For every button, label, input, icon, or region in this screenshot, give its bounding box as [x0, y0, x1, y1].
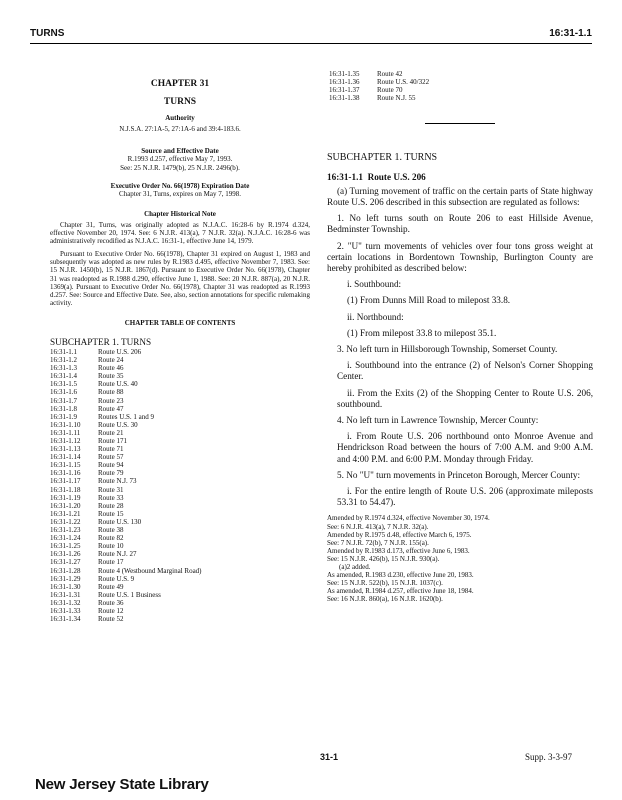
- toc-section-number: 16:31-1.10: [50, 420, 81, 429]
- toc-section-title: Route 71: [98, 445, 124, 454]
- toc-row: [329, 86, 593, 94]
- toc-section-title: Route 70: [377, 86, 403, 95]
- amendment-history: [327, 514, 593, 603]
- toc-row: [50, 550, 310, 558]
- authority-heading: Authority: [165, 114, 195, 123]
- toc-section-number: 16:31-1.14: [50, 453, 81, 462]
- right-column: [327, 70, 593, 603]
- toc-row: [50, 599, 310, 607]
- header-rule: [30, 43, 592, 44]
- toc-section-number: 16:31-1.13: [50, 445, 81, 454]
- toc-section-number: 16:31-1.20: [50, 501, 81, 510]
- toc-row: [50, 388, 310, 396]
- history-line: As amended, R.1984 d.257, effective June 18, 1984.: [327, 587, 474, 596]
- toc-section-number: 16:31-1.1: [50, 347, 78, 356]
- toc-section-number: 16:31-1.15: [50, 461, 81, 470]
- toc-section-number: 16:31-1.3: [50, 364, 78, 373]
- history-paragraph: Pursuant to Executive Order No. 66(1978), Chapter 31 expired on August 1, 1983 and subsequently was adopted as new rules by R.1983 d.495, effective November 7, 1983. See: 15 N.J.R. 1450(b), 15 N.J.R. 1867(d). Pursuant to Executive Order No. 66(1978), Chapter 31 was readopted as R.1988 d.290, effective June 1, 1988. See: 20 N.J.R. 887(a), 20 N.J.R. 1369(a). Pursuant to Executive Order No. 66(1978), Chapter 31 was readopted as R.1993 d.257. See: Source and Effective Date. See, also, section annotations for specific rulemaking activity.: [50, 250, 310, 307]
- toc-section-number: 16:31-1.16: [50, 469, 81, 478]
- history-line: Amended by R.1983 d.173, effective June 6, 1983.: [327, 546, 470, 555]
- toc-section-number: 16:31-1.34: [50, 615, 81, 624]
- toc-section-number: 16:31-1.11: [50, 428, 81, 437]
- history-paragraph: Chapter 31, Turns, was originally adopted as N.J.A.C. 16:28-6 by R.1974 d.324, effective November 20, 1974. See: 6 N.J.R. 413(a), 7 N.J.R. 32(a). N.J.A.C. 16:28-6 was administratively recodified as N.J.A.C. 16:31-1, effective June 14, 1979.: [50, 220, 310, 246]
- history-line: See: 7 N.J.R. 72(b), 7 N.J.R. 155(a).: [327, 538, 429, 547]
- history-line: See: 16 N.J.R. 860(a), 16 N.J.R. 1620(b).: [327, 595, 443, 604]
- toc-section-title: Route U.S. 130: [98, 517, 142, 526]
- toc-section-title: Route 15: [98, 509, 124, 518]
- para-2-i: i. Southbound:: [347, 279, 402, 290]
- subchapter-heading: SUBCHAPTER 1. TURNS: [327, 152, 438, 164]
- toc-row: [50, 461, 310, 469]
- toc-section-title: Route U.S. 40/322: [377, 78, 430, 87]
- toc-row: [50, 542, 310, 550]
- toc-section-title: Route U.S. 9: [98, 574, 135, 583]
- toc-row: [50, 526, 310, 534]
- toc-heading: CHAPTER TABLE OF CONTENTS: [124, 318, 236, 327]
- toc-section-title: Route 35: [98, 372, 124, 381]
- library-watermark: New Jersey State Library: [35, 776, 209, 793]
- section-title: Route U.S. 206: [367, 171, 426, 182]
- history-line: Amended by R.1975 d.48, effective March 6, 1975.: [327, 530, 472, 539]
- toc-section-title: Route 88: [98, 388, 124, 397]
- history-line: As amended, R.1983 d.230, effective June 20, 1983.: [327, 571, 474, 580]
- toc-section-title: Route 171: [98, 437, 127, 445]
- para-4-i: i. From Route U.S. 206 northbound onto Monroe Avenue and Hendrickson Road between the hours of 7:00 A.M. and 9:00 A.M. and 4:00 P.M. and 6:00 P.M. Monday through Friday.: [337, 431, 593, 464]
- toc-section-title: Route N.J. 27: [98, 550, 137, 559]
- toc-row: [50, 502, 310, 510]
- toc-section-title: Route 57: [98, 453, 124, 462]
- source-line: R.1993 d.257, effective May 7, 1993.: [127, 155, 233, 164]
- source-heading: Source and Effective Date: [141, 147, 219, 156]
- toc-section-title: Routes U.S. 1 and 9: [98, 412, 154, 421]
- toc-section-number: 16:31-1.12: [50, 437, 81, 445]
- toc-row: [329, 94, 593, 102]
- para-5-i: i. For the entire length of Route U.S. 206 (approximate mileposts 53.31 to 54.47).: [337, 486, 593, 508]
- toc-section-title: Route 21: [98, 428, 124, 437]
- para-3: 3. No left turn in Hillsborough Township, Somerset County.: [337, 344, 558, 355]
- toc-section-number: 16:31-1.26: [50, 550, 81, 559]
- toc-row: [50, 477, 310, 485]
- para-3-ii: ii. From the Exits (2) of the Shopping Center to Route U.S. 206, southbound.: [337, 387, 593, 409]
- toc-row: [50, 494, 310, 502]
- toc-section-number: 16:31-1.28: [50, 566, 81, 575]
- toc-row: [50, 397, 310, 405]
- toc-section-title: Route 38: [98, 526, 124, 535]
- toc-section-number: 16:31-1.19: [50, 493, 81, 502]
- toc-section-number: 16:31-1.23: [50, 526, 81, 535]
- toc-subchapter: SUBCHAPTER 1. TURNS: [50, 336, 152, 347]
- para-1: 1. No left turns south on Route 206 to east Hillside Avenue, Bedminster Township.: [327, 213, 593, 235]
- toc-row: [50, 356, 310, 364]
- toc-section-title: Route 28: [98, 501, 124, 510]
- history-line: Amended by R.1974 d.324, effective November 30, 1974.: [327, 514, 490, 523]
- toc-row: [50, 575, 310, 583]
- toc-section-title: Route U.S. 206: [98, 347, 142, 356]
- source-line: See: 25 N.J.R. 1479(b), 25 N.J.R. 2496(b).: [120, 163, 240, 172]
- toc-row: [50, 413, 310, 421]
- para-2-ii-1: (1) From milepost 33.8 to milepost 35.1.: [347, 327, 497, 338]
- para-2-ii: ii. Northbound:: [347, 311, 404, 322]
- toc-section-number: 16:31-1.17: [50, 477, 81, 486]
- toc-section-number: 16:31-1.18: [50, 485, 81, 494]
- toc-row: [50, 510, 310, 518]
- toc-row: [50, 445, 310, 453]
- toc-section-number: 16:31-1.24: [50, 534, 81, 543]
- toc-list: [50, 348, 310, 623]
- toc-section-title: Route 47: [98, 404, 124, 413]
- toc-section-number: 16:31-1.30: [50, 582, 81, 591]
- toc-row: [329, 78, 593, 86]
- toc-row: [50, 469, 310, 477]
- toc-section-number: 16:31-1.2: [50, 356, 78, 365]
- toc-section-title: Route 10: [98, 542, 124, 551]
- history-heading: Chapter Historical Note: [144, 209, 216, 218]
- para-3-i: i. Southbound into the entrance (2) of Nelson's Corner Shopping Center.: [337, 360, 593, 382]
- toc-section-number: 16:31-1.21: [50, 509, 81, 518]
- history-line: (a)2 added.: [339, 563, 371, 572]
- toc-list-continued: [329, 70, 593, 102]
- toc-section-number: 16:31-1.22: [50, 517, 81, 526]
- toc-section-title: Route U.S. 30: [98, 420, 138, 429]
- toc-section-title: Route 36: [98, 598, 124, 607]
- toc-section-number: 16:31-1.25: [50, 542, 81, 551]
- toc-section-number: 16:31-1.9: [50, 412, 78, 421]
- toc-section-title: Route 94: [98, 461, 124, 470]
- toc-row: [329, 70, 593, 78]
- toc-section-title: Route 82: [98, 534, 124, 543]
- section-divider: [425, 123, 495, 124]
- toc-row: [50, 558, 310, 566]
- para-4: 4. No left turn in Lawrence Township, Mercer County:: [337, 415, 539, 426]
- toc-row: [50, 615, 310, 623]
- toc-section-title: Route 79: [98, 469, 124, 478]
- toc-row: [50, 380, 310, 388]
- toc-section-number: 16:31-1.35: [329, 70, 360, 78]
- toc-section-title: Route N.J. 73: [98, 477, 137, 486]
- header-left: TURNS: [30, 28, 65, 39]
- eo-heading: Executive Order No. 66(1978) Expiration Date: [110, 181, 250, 190]
- toc-section-title: Route 12: [98, 606, 124, 615]
- chapter-number: CHAPTER 31: [150, 79, 210, 89]
- toc-row: [50, 518, 310, 526]
- chapter-title: TURNS: [163, 97, 197, 108]
- toc-section-title: Route 4 (Westbound Marginal Road): [98, 566, 202, 575]
- toc-section-title: Route 31: [98, 485, 124, 494]
- history-line: See: 15 N.J.R. 522(b), 15 N.J.R. 1037(c).: [327, 579, 443, 588]
- toc-section-title: Route 17: [98, 558, 124, 567]
- toc-section-number: 16:31-1.4: [50, 372, 78, 381]
- toc-section-title: Route U.S. 1 Business: [98, 590, 161, 599]
- toc-row: [50, 486, 310, 494]
- toc-section-number: 16:31-1.36: [329, 78, 360, 87]
- toc-section-title: Route U.S. 40: [98, 380, 138, 389]
- para-2: 2. "U" turn movements of vehicles over four tons gross weight at certain locations in Bordentown Township, Burlington County are hereby prohibited as described below:: [327, 240, 593, 273]
- toc-section-number: 16:31-1.8: [50, 404, 78, 413]
- toc-row: [50, 607, 310, 615]
- toc-row: [50, 437, 310, 445]
- section-number: 16:31-1.1: [327, 171, 363, 182]
- para-a: (a) Turning movement of traffic on the certain parts of State highway Route U.S. 206 described in this subsection are regulated as follows:: [327, 185, 593, 207]
- toc-section-number: 16:31-1.38: [329, 94, 360, 103]
- toc-section-number: 16:31-1.29: [50, 574, 81, 583]
- toc-row: [50, 583, 310, 591]
- page-number: 31-1: [320, 752, 339, 762]
- toc-row: [50, 453, 310, 461]
- toc-section-number: 16:31-1.33: [50, 606, 81, 615]
- toc-row: [50, 429, 310, 437]
- toc-section-number: 16:31-1.5: [50, 380, 78, 389]
- supplement-date: Supp. 3-3-97: [525, 752, 572, 762]
- toc-row: [50, 364, 310, 372]
- left-column: [50, 70, 310, 623]
- toc-row: [50, 421, 310, 429]
- para-2-i-1: (1) From Dunns Mill Road to milepost 33.8.: [347, 295, 511, 306]
- toc-section-title: Route 42: [377, 70, 403, 78]
- para-5: 5. No "U" turn movements in Princeton Borough, Mercer County:: [337, 469, 581, 480]
- toc-row: [50, 405, 310, 413]
- toc-section-title: Route N.J. 55: [377, 94, 416, 103]
- toc-section-number: 16:31-1.7: [50, 396, 78, 405]
- toc-section-number: 16:31-1.27: [50, 558, 81, 567]
- toc-section-title: Route 49: [98, 582, 124, 591]
- history-line: See: 6 N.J.R. 413(a), 7 N.J.R. 32(a).: [327, 522, 429, 531]
- toc-section-number: 16:31-1.37: [329, 86, 360, 95]
- section-heading: [327, 172, 593, 183]
- header-right: 16:31-1.1: [549, 28, 592, 39]
- toc-section-title: Route 33: [98, 493, 124, 502]
- toc-row: [50, 534, 310, 542]
- authority-text: N.J.S.A. 27:1A-5, 27:1A-6 and 39:4-183.6.: [119, 125, 241, 134]
- eo-text: Chapter 31, Turns, expires on May 7, 1998.: [119, 189, 241, 198]
- history-line: See: 15 N.J.R. 426(b), 15 N.J.R. 930(a).: [327, 554, 440, 563]
- toc-row: [50, 348, 310, 356]
- toc-section-title: Route 52: [98, 615, 124, 624]
- toc-section-title: Route 24: [98, 356, 124, 365]
- toc-section-number: 16:31-1.31: [50, 590, 81, 599]
- running-header: [30, 28, 592, 39]
- toc-section-number: 16:31-1.6: [50, 388, 78, 397]
- toc-section-title: Route 46: [98, 364, 124, 373]
- toc-row: [50, 591, 310, 599]
- toc-section-title: Route 23: [98, 396, 124, 405]
- toc-section-number: 16:31-1.32: [50, 598, 81, 607]
- toc-row: [50, 567, 310, 575]
- toc-row: [50, 372, 310, 380]
